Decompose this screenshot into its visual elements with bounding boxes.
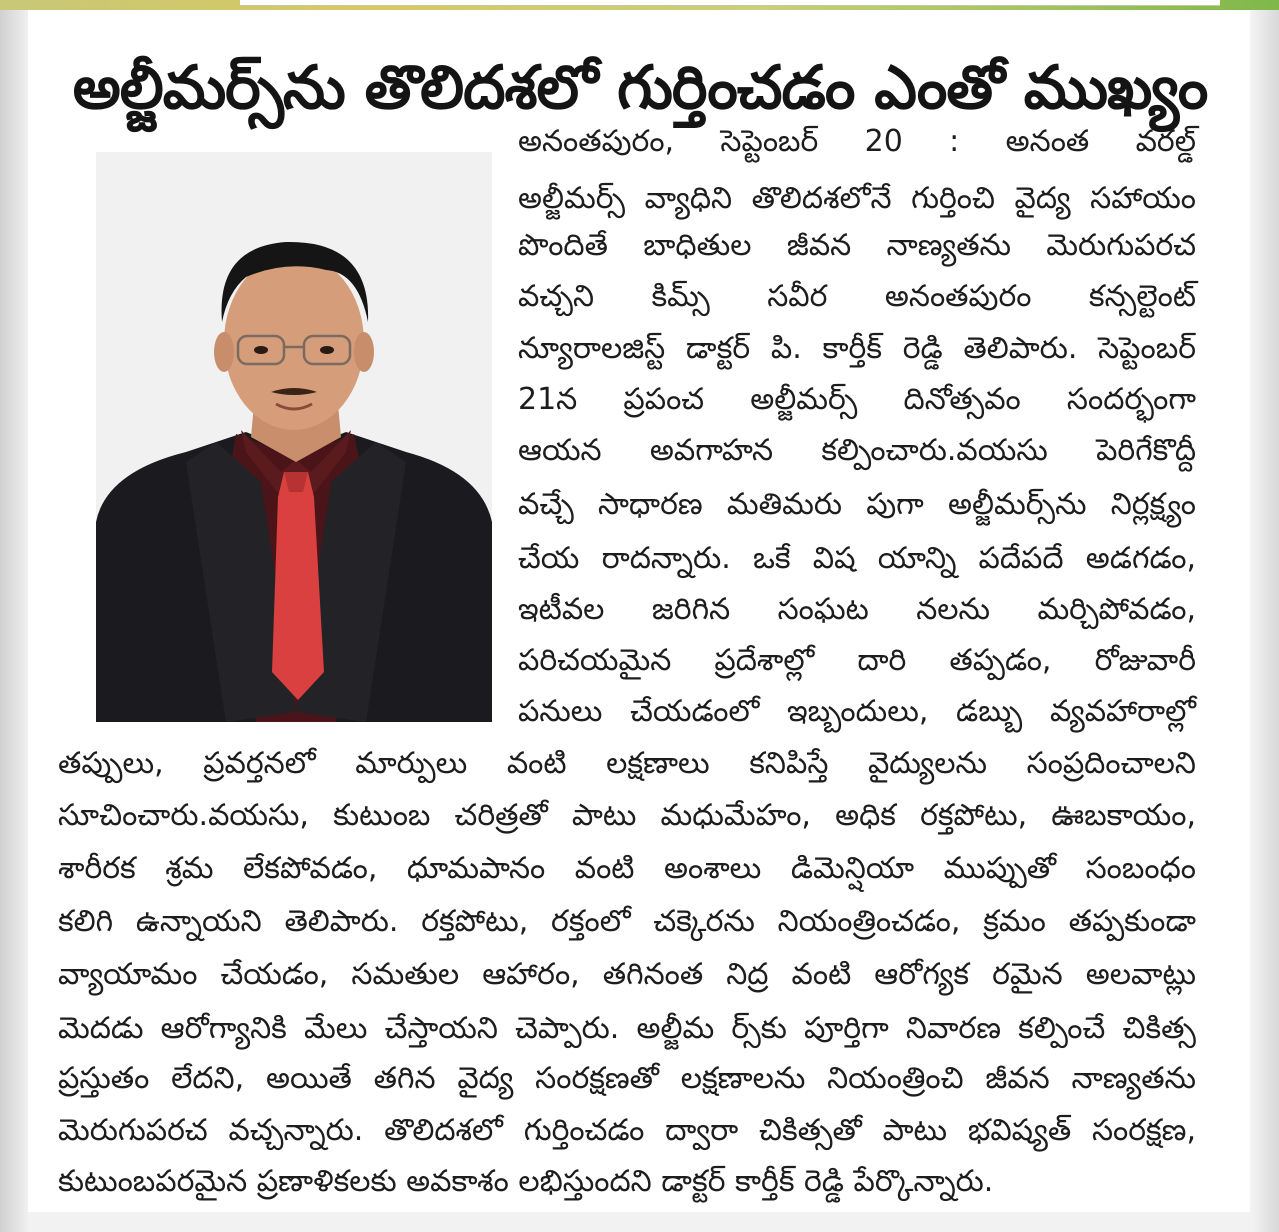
article-headline: అల్జీమర్స్‌ను తొలిదశలో గుర్తించడం ఎంతో ముఖ్యం: [72, 53, 1208, 123]
doctor-portrait-photo: [96, 152, 492, 722]
body-line: వచ్చని కిమ్స్ సవీర అనంతపురం కన్సల్టెంట్: [518, 279, 1196, 314]
body-line: అనంతపురం, సెప్టెంబర్ 20 : అనంత వరల్డ్: [518, 124, 1196, 159]
body-line: మెరుగుపరచ వచ్చన్నారు. తొలిదశలో గుర్తించడం ద్వారా చికిత్సతో పాటు భవిష్యత్ సంరక్షణ,: [58, 1113, 1196, 1148]
body-line: చేయ రాదన్నారు. ఒకే విష యాన్ని పదేపదే అడగడం,: [518, 541, 1196, 576]
body-line: ఇటీవల జరిగిన సంఘట నలను మర్చిపోవడం,: [518, 592, 1196, 627]
body-line: వచ్చే సాధారణ మతిమరు పుగా అల్జీమర్స్‌ను నిర్లక్ష్యం: [518, 487, 1196, 522]
body-line: ఆయన అవగాహన కల్పించారు.వయసు పెరిగేకొద్దీ: [518, 433, 1196, 468]
body-line: పనులు చేయడంలో ఇబ్బందులు, డబ్బు వ్యవహారాల్లో: [518, 694, 1196, 729]
body-line: పొందితే బాధితుల జీవన నాణ్యతను మెరుగుపరచ: [518, 228, 1196, 263]
body-line: 21న ప్రపంచ అల్జీమర్స్ దినోత్సవం సందర్భంగా: [518, 382, 1196, 417]
body-line: మెదడు ఆరోగ్యానికి మేలు చేస్తాయని చెప్పారు. అల్జీమ ర్స్‌కు పూర్తిగా నివారణ కల్పించే చికిత్స: [58, 1011, 1196, 1046]
body-line: కుటుంబపరమైన ప్రణాళికలకు అవకాశం లభిస్తుందని డాక్టర్ కార్తీక్ రెడ్డి పేర్కొన్నారు.: [58, 1164, 994, 1199]
right-margin: [1250, 10, 1279, 1232]
body-line: అల్జీమర్స్ వ్యాధిని తొలిదశలోనే గుర్తించి వైద్య సహాయం: [518, 181, 1196, 216]
body-line: పరిచయమైన ప్రదేశాల్లో దారి తప్పడం, రోజువారీ: [518, 643, 1196, 678]
body-line: సూచించారు.వయసు, కుటుంబ చరిత్రతో పాటు మధుమేహం, అధిక రక్తపోటు, ఊబకాయం,: [58, 798, 1196, 833]
body-line: ప్రస్తుతం లేదని, అయితే తగిన వైద్య సంరక్షణతో లక్షణాలను నియంత్రించి జీవన నాణ్యతను: [58, 1061, 1196, 1096]
body-line: తప్పులు, ప్రవర్తనలో మార్పులు వంటి లక్షణాలు కనిపిస్తే వైద్యులను సంప్రదించాలని: [58, 746, 1196, 781]
body-line: న్యూరాలజిస్ట్ డాక్టర్ పి. కార్తీక్ రెడ్డి తెలిపారు. సెప్టెంబర్: [518, 331, 1196, 366]
body-line: వ్యాయామం చేయడం, సమతుల ఆహారం, తగినంత నిద్ర వంటి ఆరోగ్యక రమైన అలవాట్లు: [58, 957, 1196, 992]
portrait-icon: [96, 152, 492, 722]
body-line: శారీరక శ్రమ లేకపోవడం, ధూమపానం వంటి అంశాలు డిమెన్షియా ముప్పుతో సంబంధం: [58, 851, 1196, 886]
top-paper-edge: [240, 0, 1220, 6]
body-line: కలిగి ఉన్నాయని తెలిపారు. రక్తపోటు, రక్తంలో చక్కెరను నియంత్రించడం, క్రమం తప్పకుండా: [58, 904, 1196, 939]
left-margin: [0, 10, 28, 1232]
